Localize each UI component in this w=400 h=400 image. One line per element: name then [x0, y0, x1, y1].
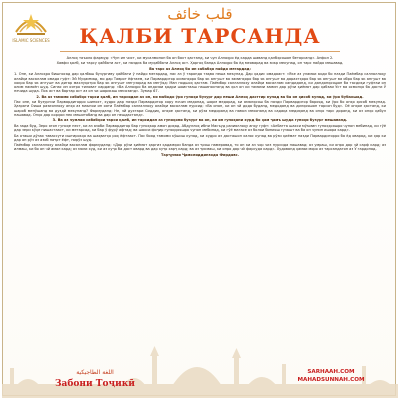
website-url: SARHAAH.COM: [307, 369, 355, 375]
paragraph: Ба оташи дӯзах тавассути иштирокҳо ва шаҳватҳо роҳ ёфтааст. Пас бояд тамоми кӯшиш кунад, ки худро аз дасташон халос кунад ва рӯзи қиёмат назди Парвардигорро ба ёд оварад, ки ҳар ки дар он рӯз аз азоб наҷот ёфт, пирӯз шуд.: [14, 133, 386, 142]
page-title: ҚАЛБИ ТАРСАНДА: [79, 24, 321, 48]
title-divider: [60, 51, 340, 52]
paragraph: Ва зада буд, Зеро ягон гуноҳе нест, ки аз азоби Парвардигор бар гуноҳкор амон диҳад. Абдуллоҳ ибни Масъуд разияллоҳу анҳу гуфт: «Албатта шахси мӯъмин гуноҳҳояшро чунон мебинад, ки гӯё дар зери кӯҳе нишастааст, ки метарсад, ки бар ӯ фурӯ афтад; ва шахси фоҷир гуноҳҳояшро чунон мебинад, ки гӯё магасе аз болои бинияш гузашт ва ба он чунин ишора кард».: [14, 123, 386, 133]
arabic-title: قلب خائف: [167, 5, 233, 23]
paragraph: Аллоҳ таъоло фармуд: «Чун ин чист, ки мусалмонон ба он бахт ҳастанд, ки чун Аллоҳро ёд карда шаванд қалбҳояшон бетарсанд». Анфол 2.: [66, 56, 334, 60]
paragraph: 1. Оне, ки Аллоҳро бишносад дар қалбаш бузургиву ҳайбати ӯ пайдо мегардад, пас аз ӯ таронда тақво пеша мекунад. Дар ҳадис омадааст: «Яке аз уламои ахди бо назди Паёмбар саллаллоҳу алайҳи васаллам омада гуфт: Эй Муҳаммад, мо дар Таврот ёфтаем, ки Парвардигор осмонҳоро бар як ангушт ва заминҳоро бар як ангушт ва дарахтҳоро бар як ангушт ва обро бар як ангушт ва хокро бар як ангушт ва дигар махлуқотро бар як ангушт мегузорад ва мегӯяд: Ман подшоҳ ҳастам. Паёмбар саллаллоҳу алайҳи васаллам хандиданд, ки дандонҳояшон ба тасдиқи гуфтаи он олим намоён шуд. Сипас ин оятро тиловат карданд: «Ва Аллоҳро ба андозаи қадри шоистааш нашинохтанд ва ҳол он ки тамоми замин дар рӯзи қиёмат дар қабзаи Ӯст ва осмонҳо ба дасти Ӯ печида шуда. Пок аст ва бартар аст аз он чи шарикаш месозанд». Зумар 67.: [14, 72, 386, 94]
paragraph: Хавфи қалб, ки тарсу ҳайбати аст, ки наздик ба муҳаббати Аллоҳ аст. Ҳаргоҳ банда Аллоҳро ба ёд меоварад ва зикр мекунад, он тарс пайдо мешавад.: [56, 61, 344, 66]
language-label: Забони Тоҷикӣ: [55, 379, 135, 389]
paragraph: 3. Ва аз чумлаи сабабҳои тарси қалб, ин тарсидан аз гуноҳони бузург ва он, ки ин гуноҳони хурд бо ҳам ҷамъ шуда гуноҳи бузург мешаванд.: [52, 118, 348, 123]
language-label-arabic: اللغة الطاجيكية: [76, 369, 114, 376]
paragraph: Тарҷумаи Ҷамолиддинзода Фирдавс.: [161, 152, 239, 157]
article-body: [14, 56, 386, 346]
paragraph: Паёмбар саллаллоҳу алайҳи васаллам фармуданд: «Дар рӯзи қиёмат ҳаргиз қадамҳои банда аз ҷояш намеравад, то он ки аз чор чиз пурсида нашавад: аз умраш, ки онро дар чӣ сарф кард; аз илмаш, ки бо он чӣ амал кард; аз моли худ, ки аз куҷо ба даст овард ва дар куҷо харҷ кард; ва аз ҷисмаш, ки онро дар чӣ фарсуда кард». Худованд ҳамаи моро аз тарсандагон аз Ӯ гардонад.: [14, 143, 386, 152]
mosque-skyline-decoration: [2, 338, 398, 398]
svg-text:ISLAMIC SCIENCES: ISLAMIC SCIENCES: [12, 38, 50, 43]
website-url: MAHADSUNNAH.COM: [297, 377, 365, 383]
paragraph: Ва тарс аз Аллоҳ бо ин сабабҳо пайдо мегардад:: [149, 66, 251, 71]
paragraph: 2. Ва аз тамоми сабабҳо тарси қалб, ин тарсидан аз он, ки мабодо ӯро гуноҳи бузург дар пеши Аллоҳ дастгир кунад ва ба он ҳисоб кунад, ки ӯро бубахшад.: [36, 94, 364, 99]
paragraph: Пас оне, ки бузургии Парвардигорро шинохт, худро дар назди Парвардигор хору ночиз медонад, шарм медорад, ки амалҳояш ба назди Парвардигор барояд, ки ӯро бо онҳо ҳисоб мекунад. Ҳазрати Оиша разияллоҳу анҳо аз маънои ин ояти Паёмбар саллаллоҳу алайҳи васаллам пурсид: «Ва онон, ки он чӣ дода буданд, медоданд ва дилҳояшон тарсон буд». Оё онҳое ҳастанд, ки шароб менӯшанд ва дуздӣ мекунанд? Фармуданд: Не, эй духтари Сиддиқ, онҳое ҳастанд, ки рӯза медоранд ва намоз мехонанд ва садақа медиҳанд ва онҳо тарс доранд, ки аз онҳо қабул нашавад. Онҳо дар корҳои нек мешитобанд ва дар он пешдастанд».: [14, 100, 386, 117]
